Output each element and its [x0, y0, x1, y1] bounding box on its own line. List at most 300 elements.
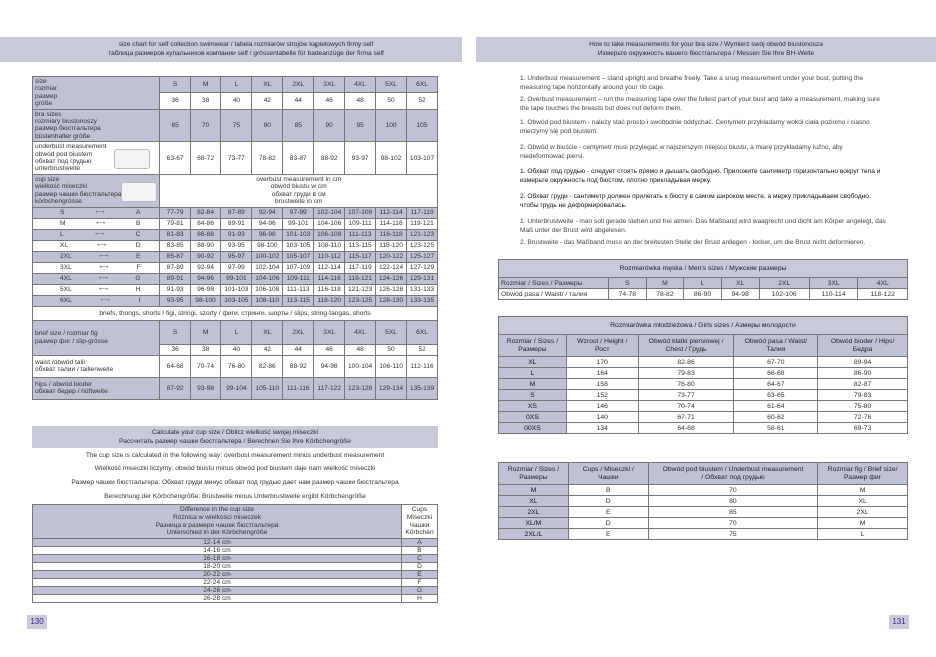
- cup-calc-header-line: Рассчитать размер чашки бюстгальтера / Berechnen Sie Ihre Körbchengröße: [119, 437, 351, 445]
- difference-value: 18-20 cm: [33, 563, 402, 571]
- overbust-value: 118-120: [314, 295, 345, 306]
- size-number: 50: [376, 93, 407, 109]
- bra-column-header-line: Размер фиг: [844, 473, 882, 481]
- cup-row: [33, 218, 438, 229]
- size-header: 6XL: [407, 77, 438, 93]
- cup-size: L: [60, 231, 64, 238]
- bra-cell: E: [568, 507, 648, 518]
- overbust-value: 108-110: [314, 240, 345, 251]
- men-size: L: [684, 278, 722, 289]
- overbust-value: 112-114: [376, 207, 407, 218]
- men-waist-value: 86-90: [684, 289, 722, 300]
- men-size-label: Rozmiar / Sizes / Размеры: [499, 278, 609, 289]
- cup-value: F: [402, 579, 438, 587]
- size-label-line: размер: [35, 92, 58, 100]
- girls-column-header: [499, 335, 567, 357]
- size-number: 52: [407, 93, 438, 109]
- bra-cell: B: [568, 485, 648, 496]
- hips-value: 105-110: [252, 377, 283, 399]
- underbust-value: 68-72: [190, 142, 221, 175]
- bra-column-header-line: Rozmiar / Sizes /: [507, 465, 560, 473]
- hips-label-line: обхват бедер / hüftweite: [35, 388, 108, 395]
- cup-size: 4XL: [60, 275, 72, 282]
- cup-value: C: [402, 555, 438, 563]
- hips-label: [33, 377, 160, 399]
- overbust-value: 112-114: [314, 262, 345, 273]
- bra-size: 70: [190, 109, 221, 142]
- hips-label-line: hips / obwód bioder: [35, 380, 93, 388]
- men-waist-value: 74-78: [609, 289, 647, 300]
- girls-cell: 82-87: [818, 379, 908, 390]
- overbust-value: 122-124: [376, 262, 407, 273]
- bra-column-header-line: Rozmiar fig / Brief size/: [827, 465, 898, 473]
- overbust-value: 124-126: [376, 273, 407, 284]
- overbust-value: 88-90: [190, 240, 221, 251]
- cup-size: S: [60, 209, 65, 216]
- bra-cell: XL: [499, 496, 569, 507]
- left-header-line: таблица размеров купальников компании self / grössentabelle für badeanzüge der firma self: [108, 49, 384, 57]
- men-waist-value: 118-122: [858, 289, 908, 300]
- size-label-line: size: [35, 78, 47, 85]
- cup-letter: F: [136, 264, 141, 271]
- underbust-value: 73-77: [221, 142, 252, 175]
- instruction-ru-1: 1. Обхват под грудью - следует стоять прямо и дышать свободно. Приложите сантиметр горизонтально вокруг тела и измерьте окружность под бюстом, плотно прикладывая мерку.: [520, 168, 881, 184]
- cup-row: [33, 251, 438, 262]
- double-arrow-icon: ⟷: [98, 286, 109, 293]
- cup-label-line: cup size: [35, 175, 60, 183]
- underbust-value: 78-82: [252, 142, 283, 175]
- bra-illustration-icon: [114, 149, 150, 169]
- bra-column-header: [818, 463, 908, 485]
- difference-value: 14-16 cm: [33, 547, 402, 555]
- overbust-value: 79-81: [160, 218, 190, 229]
- overbust-value: 90-92: [190, 251, 221, 262]
- overbust-value: 89-91: [160, 273, 190, 284]
- size-chart-table: [32, 76, 438, 400]
- double-arrow-icon: ⟷: [99, 264, 109, 271]
- cup-letter: B: [136, 220, 141, 227]
- cups-header-line: Cups: [411, 506, 428, 513]
- overbust-value: 106-108: [252, 284, 283, 295]
- cup-size: XL: [60, 242, 69, 249]
- girls-column-header-line: Рост: [595, 345, 610, 353]
- size-header: L: [221, 77, 252, 93]
- difference-value: 24-26 cm: [33, 587, 402, 595]
- difference-header-line: Unterschied in der Körbchengröße: [166, 529, 268, 537]
- cup-size: 3XL: [60, 264, 72, 271]
- underbust-value: 83-87: [283, 142, 314, 175]
- underbust-label-line: обхват под грудью: [35, 158, 92, 166]
- underbust-value: 93-97: [345, 142, 376, 175]
- calc-line: The cup size is calculated in the following way: overbust measurement minus underbust measurement: [85, 452, 385, 459]
- cup-difference-table: [32, 504, 438, 603]
- girls-cell: 76-80: [638, 379, 734, 390]
- men-waist-label: Obwód pasa / Waist/ / талия: [499, 289, 609, 300]
- overbust-value: 103-105: [283, 240, 314, 251]
- difference-row: [33, 579, 438, 587]
- girls-row: [499, 357, 908, 368]
- overbust-label-line: overbust measurement in cm: [256, 175, 342, 183]
- girls-cell: 61-64: [734, 401, 818, 412]
- brief-size-number: 36: [160, 344, 190, 355]
- overbust-value: 91-93: [221, 229, 252, 240]
- size-header: S: [160, 77, 190, 93]
- bra-cell: 2XL: [499, 507, 569, 518]
- overbust-value: 96-98: [190, 284, 221, 295]
- girls-cell: 0XS: [499, 412, 567, 423]
- cup-row: [33, 240, 438, 251]
- right-header-line: Измерьте окружность вашего бюстгальтера / Messen Sie Ihre BH-Weite: [597, 49, 815, 57]
- men-size: S: [609, 278, 647, 289]
- overbust-value: 117-119: [407, 207, 438, 218]
- overbust-value: 97-99: [221, 262, 252, 273]
- cup-letter: H: [135, 286, 141, 293]
- cups-header-line: Miseczki: [406, 513, 433, 521]
- size-number: 48: [345, 93, 376, 109]
- overbust-value: 127-129: [407, 262, 438, 273]
- difference-row: [33, 539, 438, 547]
- overbust-label-line: обхват груди в см: [271, 190, 326, 198]
- girls-column-header: [638, 335, 734, 357]
- girls-column-header-line: Obwód klatki piersiowej /: [648, 337, 724, 345]
- girls-sizes-table: [498, 316, 908, 434]
- girls-cell: 164: [566, 368, 638, 379]
- instruction-en-1: 1. Underbust measurement – stand upright and breathe freely. Take a snug measurement under your bust, putting the measuring tape horizontally around your rib cage.: [520, 75, 864, 91]
- waist-value: 106-110: [376, 355, 407, 377]
- overbust-value: 98-100: [190, 295, 221, 306]
- girls-cell: S: [499, 390, 567, 401]
- overbust-value: 119-121: [345, 273, 376, 284]
- bra-size: 90: [314, 109, 345, 142]
- girls-cell: 70-74: [638, 401, 734, 412]
- brief-size-number: 50: [376, 344, 407, 355]
- brief-size-number: 42: [252, 344, 283, 355]
- overbust-value: 102-104: [252, 262, 283, 273]
- overbust-value: 91-93: [160, 284, 190, 295]
- cup-letter: I: [138, 297, 141, 304]
- waist-value: 112-116: [407, 355, 438, 377]
- double-arrow-icon: ⟷: [95, 209, 105, 216]
- overbust-value: 92-94: [190, 262, 221, 273]
- girls-cell: 67-71: [638, 412, 734, 423]
- hips-value: 123-128: [345, 377, 376, 399]
- difference-row: [33, 571, 438, 579]
- girls-cell: 89-94: [818, 357, 908, 368]
- bra-cell: 75: [648, 529, 818, 540]
- overbust-value: 95-97: [221, 251, 252, 262]
- bra-size: 65: [160, 109, 190, 142]
- cup-size-cell: [33, 262, 160, 273]
- girls-cell: XL: [499, 357, 567, 368]
- overbust-value: 83-85: [160, 240, 190, 251]
- waist-value: 64-68: [160, 355, 190, 377]
- cup-size-cell: [33, 229, 160, 240]
- men-table-title: Rozmiarówka męska / Men's sizes / Мужские размеры: [499, 260, 908, 278]
- overbust-value: 107-109: [283, 262, 314, 273]
- difference-row: [33, 555, 438, 563]
- girls-row: [499, 412, 908, 423]
- instruction-en-2: 2. Overbust measurement – run the measuring tape over the fullest part of your bust and take a measurement, making sure the tape touches the breasts but does not deform them.: [520, 96, 880, 112]
- cup-value: H: [402, 595, 438, 603]
- page-number-left: 130: [27, 615, 47, 629]
- overbust-value: 94-96: [252, 218, 283, 229]
- underbust-label: [33, 142, 160, 175]
- overbust-value: 86-88: [190, 229, 221, 240]
- girls-row: [499, 401, 908, 412]
- overbust-value: 116-118: [376, 229, 407, 240]
- cup-label-line: wielkość miseczki: [35, 183, 88, 191]
- underbust-value: 88-92: [314, 142, 345, 175]
- bra-brief-table: [498, 462, 908, 540]
- girls-cell: 170: [566, 357, 638, 368]
- cup-size: 6XL: [60, 297, 72, 304]
- bra-column-header-line: Cups / Miseczki /: [582, 465, 634, 473]
- difference-row: [33, 547, 438, 555]
- difference-header-line: Różnica w wielkości miseczek: [173, 513, 261, 521]
- men-waist-value: 102-106: [759, 289, 809, 300]
- bra-cell: D: [568, 496, 648, 507]
- bra-column-header: [648, 463, 818, 485]
- waist-value: 82-86: [252, 355, 283, 377]
- girls-column-header-line: Талия: [766, 345, 786, 353]
- girls-cell: 64-68: [638, 423, 734, 434]
- hips-value: 111-116: [283, 377, 314, 399]
- cup-letter: G: [135, 275, 141, 282]
- right-header-line: How to take measurements for your bra size / Wymierz swój obwód biustonosza: [589, 41, 823, 48]
- girls-cell: 79-83: [818, 390, 908, 401]
- overbust-label-line: brustweite in cm: [274, 198, 323, 206]
- hips-value: 117-122: [314, 377, 345, 399]
- size-label: [33, 77, 160, 110]
- overbust-value: 121-123: [407, 229, 438, 240]
- double-arrow-icon: ⟷: [94, 231, 105, 238]
- overbust-label-line: obwód biustu w cm: [270, 183, 327, 191]
- difference-header-line: Difference in the cup size: [180, 506, 254, 513]
- double-arrow-icon: ⟷: [97, 242, 107, 249]
- cup-calc-header: [32, 426, 438, 448]
- bra-column-header-line: Чашки: [597, 473, 619, 481]
- brief-size-label-line: размер фиг / slip-grösse: [35, 337, 108, 345]
- bra-column-header: [568, 463, 648, 485]
- size-number: 42: [252, 93, 283, 109]
- girls-cell: 66-68: [734, 368, 818, 379]
- overbust-value: 110-112: [314, 251, 345, 262]
- girls-cell: 152: [566, 390, 638, 401]
- overbust-value: 109-111: [283, 273, 314, 284]
- bra-cell: D: [568, 518, 648, 529]
- cup-value: G: [402, 587, 438, 595]
- difference-value: 12-14 cm: [33, 539, 402, 547]
- cup-letter: C: [135, 231, 141, 238]
- hips-value: 99-104: [221, 377, 252, 399]
- brief-size-header: S: [160, 320, 190, 344]
- bra-column-header-line: Размеры: [519, 473, 548, 481]
- brief-size-label-line: brief size / rozmiar fig: [35, 330, 98, 338]
- overbust-value: 121-123: [345, 284, 376, 295]
- bra-row: [499, 496, 908, 507]
- overbust-value: 119-121: [407, 218, 438, 229]
- men-waist-value: 110-114: [809, 289, 858, 300]
- difference-value: 16-18 cm: [33, 555, 402, 563]
- girls-cell: 58-61: [734, 423, 818, 434]
- girls-cell: 79-83: [638, 368, 734, 379]
- size-number: 44: [283, 93, 314, 109]
- instruction-de-2: 2. Brustweite - das Maßband muss an der breitesten Stelle der Brust anliegen - locker, um die Brust nicht deformieren.: [520, 239, 866, 246]
- overbust-value: 87-89: [160, 262, 190, 273]
- girls-column-header-line: Rozmiar / Sizes /: [506, 337, 559, 345]
- girls-cell: 140: [566, 412, 638, 423]
- cup-value: D: [402, 563, 438, 571]
- size-header: M: [190, 77, 221, 93]
- bra-cell: 80: [648, 496, 818, 507]
- cup-row: [33, 295, 438, 306]
- brief-size-header: 2XL: [283, 320, 314, 344]
- calc-line: Berechnung der Körbchengröße: Brustweite minus Unterbrustweite ergibt Körbchengröße: [104, 493, 366, 500]
- brief-size-label: [33, 320, 160, 355]
- girls-cell: 69-73: [818, 423, 908, 434]
- brief-size-number: 52: [407, 344, 438, 355]
- overbust-value: 106-108: [314, 229, 345, 240]
- hips-value: 93-98: [190, 377, 221, 399]
- waist-value: 76-80: [221, 355, 252, 377]
- size-header: 4XL: [345, 77, 376, 93]
- size-header: 3XL: [314, 77, 345, 93]
- overbust-value: 104-106: [252, 273, 283, 284]
- bra-cell: 2XL/L: [499, 529, 569, 540]
- overbust-value: 99-101: [283, 218, 314, 229]
- overbust-value: 118-120: [376, 240, 407, 251]
- bra-label-line: размер бюстгальтера: [35, 125, 101, 133]
- girls-row: [499, 423, 908, 434]
- overbust-value: 99-101: [221, 273, 252, 284]
- instruction-pl-1: 1. Obwód pod biustem - należy stać prosto i swobodnie oddychać. Centymetr przykładamy wokół ciała poziomo i ciasno mierzymy się pod biustem.: [520, 119, 870, 135]
- overbust-value: 101-103: [221, 284, 252, 295]
- double-arrow-icon: ⟷: [99, 253, 109, 260]
- difference-row: [33, 587, 438, 595]
- girls-cell: 60-62: [734, 412, 818, 423]
- overbust-value: 81-83: [160, 229, 190, 240]
- overbust-value: 133-135: [407, 295, 438, 306]
- cup-size: 5XL: [60, 286, 72, 293]
- girls-cell: 82-86: [638, 357, 734, 368]
- cup-size: M: [60, 220, 66, 227]
- overbust-value: 85-87: [160, 251, 190, 262]
- overbust-value: 116-118: [314, 284, 345, 295]
- overbust-value: 114-116: [376, 218, 407, 229]
- girls-column-header-line: Бедра: [852, 345, 873, 353]
- bra-cell: 2XL: [818, 507, 908, 518]
- men-sizes-table: [498, 259, 908, 300]
- overbust-value: 94-96: [190, 273, 221, 284]
- waist-value: 94-98: [314, 355, 345, 377]
- page-number-right: 131: [889, 615, 909, 629]
- waist-value: 88-92: [283, 355, 314, 377]
- cup-label-line: размер чашки бюстгальтера: [35, 190, 122, 198]
- difference-header-line: Разница в размере чашек бюстгальтера: [155, 521, 279, 529]
- cup-size-cell: [33, 284, 160, 295]
- cup-value: B: [402, 547, 438, 555]
- overbust-value: 93-95: [160, 295, 190, 306]
- bra-column-header: [499, 463, 569, 485]
- girls-cell: M: [499, 379, 567, 390]
- difference-value: 22-24 cm: [33, 579, 402, 587]
- girls-column-header-line: Wzrost / Height /: [577, 337, 628, 345]
- bra-cell: XL: [818, 496, 908, 507]
- girls-cell: 75-80: [818, 401, 908, 412]
- overbust-value: 108-110: [252, 295, 283, 306]
- overbust-value: 125-127: [407, 251, 438, 262]
- overbust-value: 126-128: [376, 284, 407, 295]
- overbust-value: 102-104: [314, 207, 345, 218]
- overbust-value: 93-95: [221, 240, 252, 251]
- overbust-value: 87-89: [221, 207, 252, 218]
- girls-cell: 67-70: [734, 357, 818, 368]
- overbust-value: 117-119: [345, 262, 376, 273]
- underbust-value: 103-107: [407, 142, 438, 175]
- cup-value: A: [402, 539, 438, 547]
- brief-size-header: 5XL: [376, 320, 407, 344]
- girls-row: [499, 379, 908, 390]
- overbust-value: 105-107: [283, 251, 314, 262]
- brief-size-number: 38: [190, 344, 221, 355]
- brief-size-number: 46: [314, 344, 345, 355]
- overbust-value: 131-133: [407, 284, 438, 295]
- size-header: 5XL: [376, 77, 407, 93]
- overbust-value: 123-125: [345, 295, 376, 306]
- girls-cell: 00XS: [499, 423, 567, 434]
- brief-size-header: L: [221, 320, 252, 344]
- bra-label-line: bra sizes: [35, 110, 62, 118]
- girls-row: [499, 368, 908, 379]
- right-header: [476, 37, 936, 62]
- cup-letter: D: [135, 242, 141, 249]
- brief-size-number: 48: [345, 344, 376, 355]
- overbust-value: 109-111: [345, 218, 376, 229]
- girls-cell: 134: [566, 423, 638, 434]
- cup-row: [33, 229, 438, 240]
- bra-row: [499, 507, 908, 518]
- instruction-de-1: 1. Unterbrustweite - man soll gerade stehen und frei atmen. Das Maßband wird waagrecht und dicht am Körper angelegt, das Maß unter der Brust wird abgelesen.: [520, 218, 886, 234]
- cups-header: [402, 505, 438, 539]
- overbust-value: 92-94: [252, 207, 283, 218]
- overbust-value: 113-115: [345, 240, 376, 251]
- waist-value: 70-74: [190, 355, 221, 377]
- cup-row: [33, 284, 438, 295]
- size-header: 2XL: [283, 77, 314, 93]
- bra-cell: XL/M: [499, 518, 569, 529]
- bra-column-header-line: / Обхват под грудью: [701, 473, 765, 481]
- bra-size: 100: [376, 109, 407, 142]
- cup-size: 2XL: [60, 253, 72, 260]
- bra-column-header-line: Obwód pod biustem / Underbust measurement: [662, 465, 804, 473]
- left-header-line: size chart for self collection swimwear / tabela rozmiarów strojów kąpielowych firmy self: [118, 41, 374, 48]
- hips-value: 129-134: [376, 377, 407, 399]
- briefs-title: briefs, thongs, shorts / figi, stringi, szorty / фиги, стринги, шорты / slips, string-tangas, shorts: [33, 306, 438, 320]
- overbust-value: 84-86: [190, 218, 221, 229]
- girls-cell: L: [499, 368, 567, 379]
- girls-column-header: [734, 335, 818, 357]
- overbust-value: 77-79: [160, 207, 190, 218]
- bra-label-line: rozmiary biustonoszy: [35, 118, 97, 126]
- instruction-pl-2: 2. Obwód w biuście - centymetr musi przylegać w najszerszym miejscu biustu, a miarę przykładamy luźno, aby niedeformować piersi.: [520, 144, 843, 160]
- cup-size-cell: [33, 240, 160, 251]
- brief-size-header: XL: [252, 320, 283, 344]
- bra-size: 85: [283, 109, 314, 142]
- overbust-value: 89-91: [221, 218, 252, 229]
- waist-value: 100-104: [345, 355, 376, 377]
- bra-cell: M: [499, 485, 569, 496]
- underbust-label-line: obwód pod biustem: [35, 150, 93, 158]
